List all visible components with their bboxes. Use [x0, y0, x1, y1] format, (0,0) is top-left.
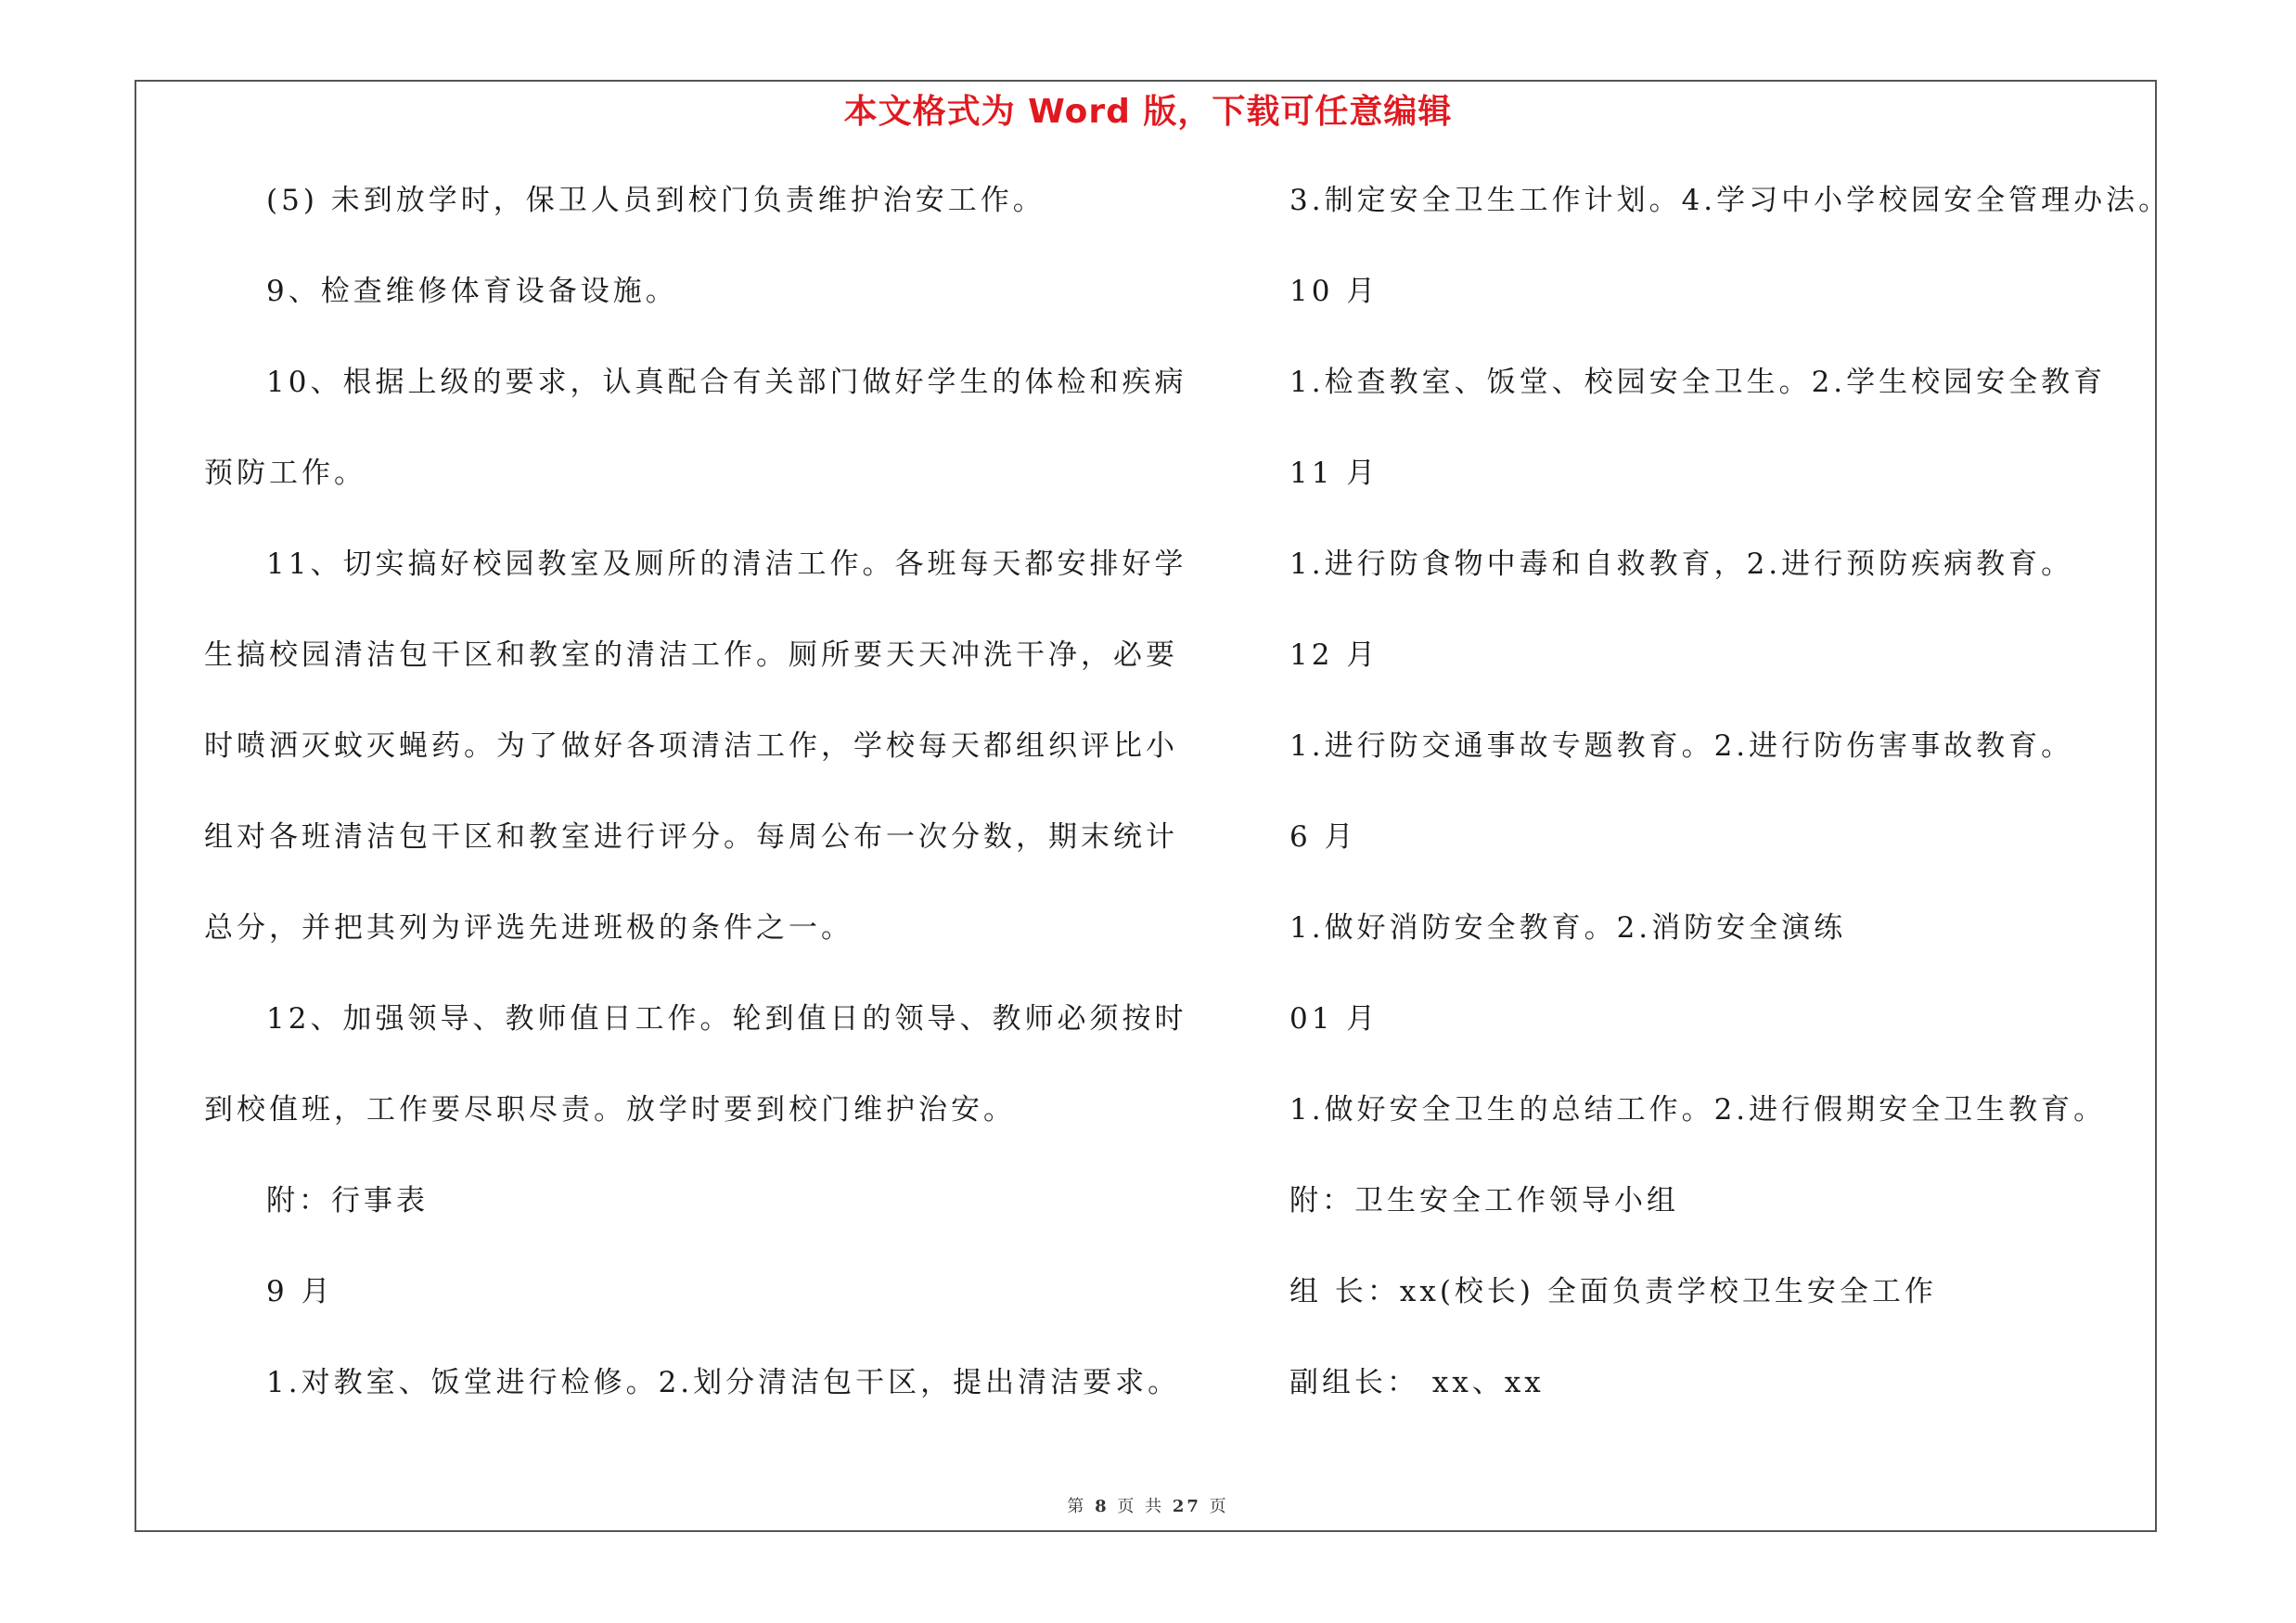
paragraph-line: 1.做好安全卫生的总结工作。2.进行假期安全卫生教育。 — [1289, 1093, 2107, 1127]
group-leader-line: 组 长：xx(校长) 全面负责学校卫生安全工作 — [1289, 1275, 1937, 1308]
paragraph-line: 预防工作。 — [204, 457, 366, 490]
paragraph-line: 总分，并把其列为评选先进班极的条件之一。 — [204, 911, 853, 945]
month-heading: 6 月 — [1289, 820, 1357, 854]
month-heading: 9 月 — [266, 1275, 334, 1308]
word-format-banner: 本文格式为 Word 版，下载可任意编辑 — [843, 93, 1453, 131]
paragraph-line: 1.检查教室、饭堂、校园安全卫生。2.学生校园安全教育 — [1289, 366, 2107, 399]
paragraph-line: 到校值班，工作要尽职尽责。放学时要到校门维护治安。 — [204, 1093, 1016, 1127]
footer-mid: 页 共 — [1117, 1497, 1165, 1516]
month-heading: 01 月 — [1289, 1002, 1379, 1036]
paragraph-line: (5) 未到放学时，保卫人员到校门负责维护治安工作。 — [266, 184, 1045, 217]
paragraph-line: 1.对教室、饭堂进行检修。2.划分清洁包干区，提出清洁要求。 — [266, 1366, 1181, 1399]
paragraph-line: 1.做好消防安全教育。2.消防安全演练 — [1289, 911, 1847, 945]
footer-suffix: 页 — [1209, 1497, 1229, 1516]
paragraph-line: 11、切实搞好校园教室及厕所的清洁工作。各班每天都安排好学 — [266, 547, 1187, 581]
paragraph-line: 时喷洒灭蚊灭蝇药。为了做好各项清洁工作，学校每天都组织评比小 — [204, 729, 1178, 763]
paragraph-line: 1.进行防交通事故专题教育。2.进行防伤害事故教育。 — [1289, 729, 2074, 763]
deputy-leader-line: 副组长： xx、xx — [1289, 1366, 1545, 1399]
month-heading: 10 月 — [1289, 275, 1379, 308]
paragraph-line: 1.进行防食物中毒和自救教育，2.进行预防疾病教育。 — [1289, 547, 2074, 581]
paragraph-line: 9、检查维修体育设备设施。 — [266, 275, 678, 308]
paragraph-line: 3.制定安全卫生工作计划。4.学习中小学校园安全管理办法。 — [1289, 184, 2172, 217]
footer-prefix: 第 — [1067, 1497, 1087, 1516]
month-heading: 12 月 — [1289, 638, 1379, 672]
paragraph-line: 10、根据上级的要求，认真配合有关部门做好学生的体检和疾病 — [266, 366, 1187, 399]
paragraph-line: 12、加强领导、教师值日工作。轮到值日的领导、教师必须按时 — [266, 1002, 1187, 1036]
month-heading: 11 月 — [1289, 457, 1379, 490]
total-page-count: 27 — [1172, 1497, 1201, 1516]
current-page-number: 8 — [1095, 1497, 1110, 1516]
page-footer — [0, 1493, 2296, 1517]
appendix-heading: 附：行事表 — [266, 1184, 429, 1217]
paragraph-line: 生搞校园清洁包干区和教室的清洁工作。厕所要天天冲洗干净，必要 — [204, 638, 1178, 672]
paragraph-line: 组对各班清洁包干区和教室进行评分。每周公布一次分数，期末统计 — [204, 820, 1178, 854]
appendix-heading: 附：卫生安全工作领导小组 — [1289, 1184, 1679, 1217]
